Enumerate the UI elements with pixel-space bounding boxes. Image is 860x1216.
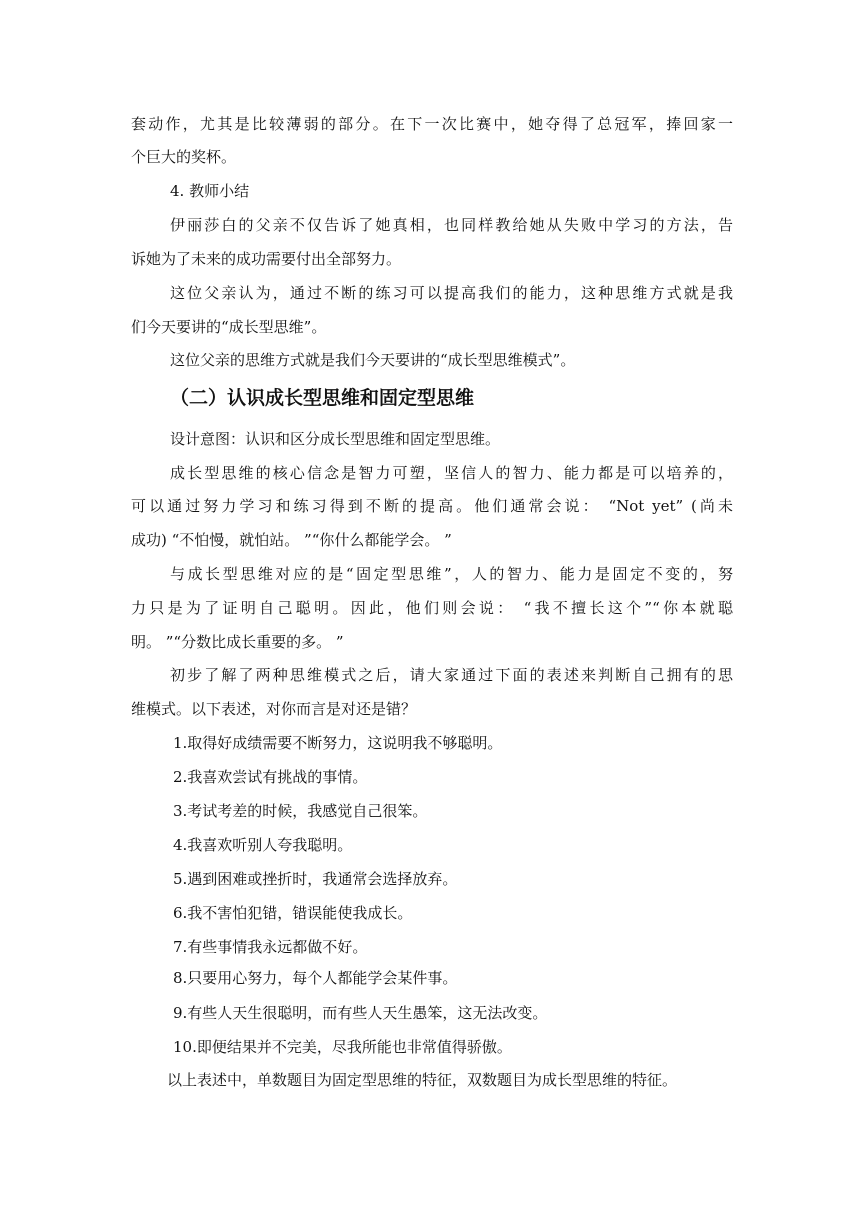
- paragraph-line: 伊丽莎白的父亲不仅告诉了她真相，也同样教给她从失败中学习的方法，告: [170, 216, 733, 234]
- paragraph-line: 个巨大的奖杯。: [131, 148, 237, 166]
- list-item: 3.考试考差的时候，我感觉自己很笨。: [173, 802, 428, 820]
- paragraph-line: 这位父亲的思维方式就是我们今天要讲的“成长型思维模式”。: [170, 351, 576, 369]
- paragraph-line: 力只是为了证明自己聪明。因此，他们则会说： “我不擅长这个”“你本就聪: [131, 599, 733, 617]
- paragraph-line: 们今天要讲的“成长型思维”。: [131, 318, 327, 336]
- list-item: 6.我不害怕犯错，错误能使我成长。: [173, 904, 413, 922]
- paragraph-line: 初步了解了两种思维模式之后，请大家通过下面的表述来判断自己拥有的思: [170, 666, 733, 684]
- list-item: 4.我喜欢听别人夸我聪明。: [173, 836, 353, 854]
- list-item: 8.只要用心努力，每个人都能学会某件事。: [173, 969, 458, 987]
- list-item: 1.取得好成绩需要不断努力，这说明我不够聪明。: [173, 734, 503, 752]
- step-label: 4. 教师小结: [170, 182, 250, 200]
- list-item: 9.有些人天生很聪明，而有些人天生愚笨，这无法改变。: [173, 1004, 548, 1022]
- paragraph-line: 成长型思维的核心信念是智力可塑，坚信人的智力、能力都是可以培养的，: [170, 464, 733, 482]
- list-item: 10.即便结果并不完美，尽我所能也非常值得骄傲。: [173, 1038, 512, 1056]
- paragraph-line: 诉她为了未来的成功需要付出全部努力。: [131, 250, 402, 268]
- list-item: 2.我喜欢尝试有挑战的事情。: [173, 768, 368, 786]
- paragraph-line: 套动作，尤其是比较薄弱的部分。在下一次比赛中，她夺得了总冠军，捧回家一: [131, 115, 733, 133]
- paragraph-line: 与成长型思维对应的是“固定型思维”，人的智力、能力是固定不变的，努: [170, 565, 733, 583]
- paragraph-line: 维模式。以下表述，对你而言是对还是错？: [131, 700, 417, 718]
- list-item: 7.有些事情我永远都做不好。: [173, 938, 368, 956]
- paragraph-line: 成功) “不怕慢，就怕站。 ”“你什么都能学会。 ”: [131, 531, 452, 549]
- paragraph-line: 这位父亲认为，通过不断的练习可以提高我们的能力，这种思维方式就是我: [170, 284, 733, 302]
- list-item: 5.遇到困难或挫折时，我通常会选择放弃。: [173, 870, 458, 888]
- conclusion: 以上表述中，单数题目为固定型思维的特征，双数题目为成长型思维的特征。: [167, 1071, 678, 1089]
- paragraph-line: 明。 ”“分数比成长重要的多。 ”: [131, 633, 344, 651]
- section-heading: （二）认识成长型思维和固定型思维: [170, 387, 475, 409]
- design-intent: 设计意图：认识和区分成长型思维和固定型思维。: [170, 430, 501, 448]
- paragraph-line: 可以通过努力学习和练习得到不断的提高。他们通常会说： “Not yet” (尚未: [131, 497, 733, 515]
